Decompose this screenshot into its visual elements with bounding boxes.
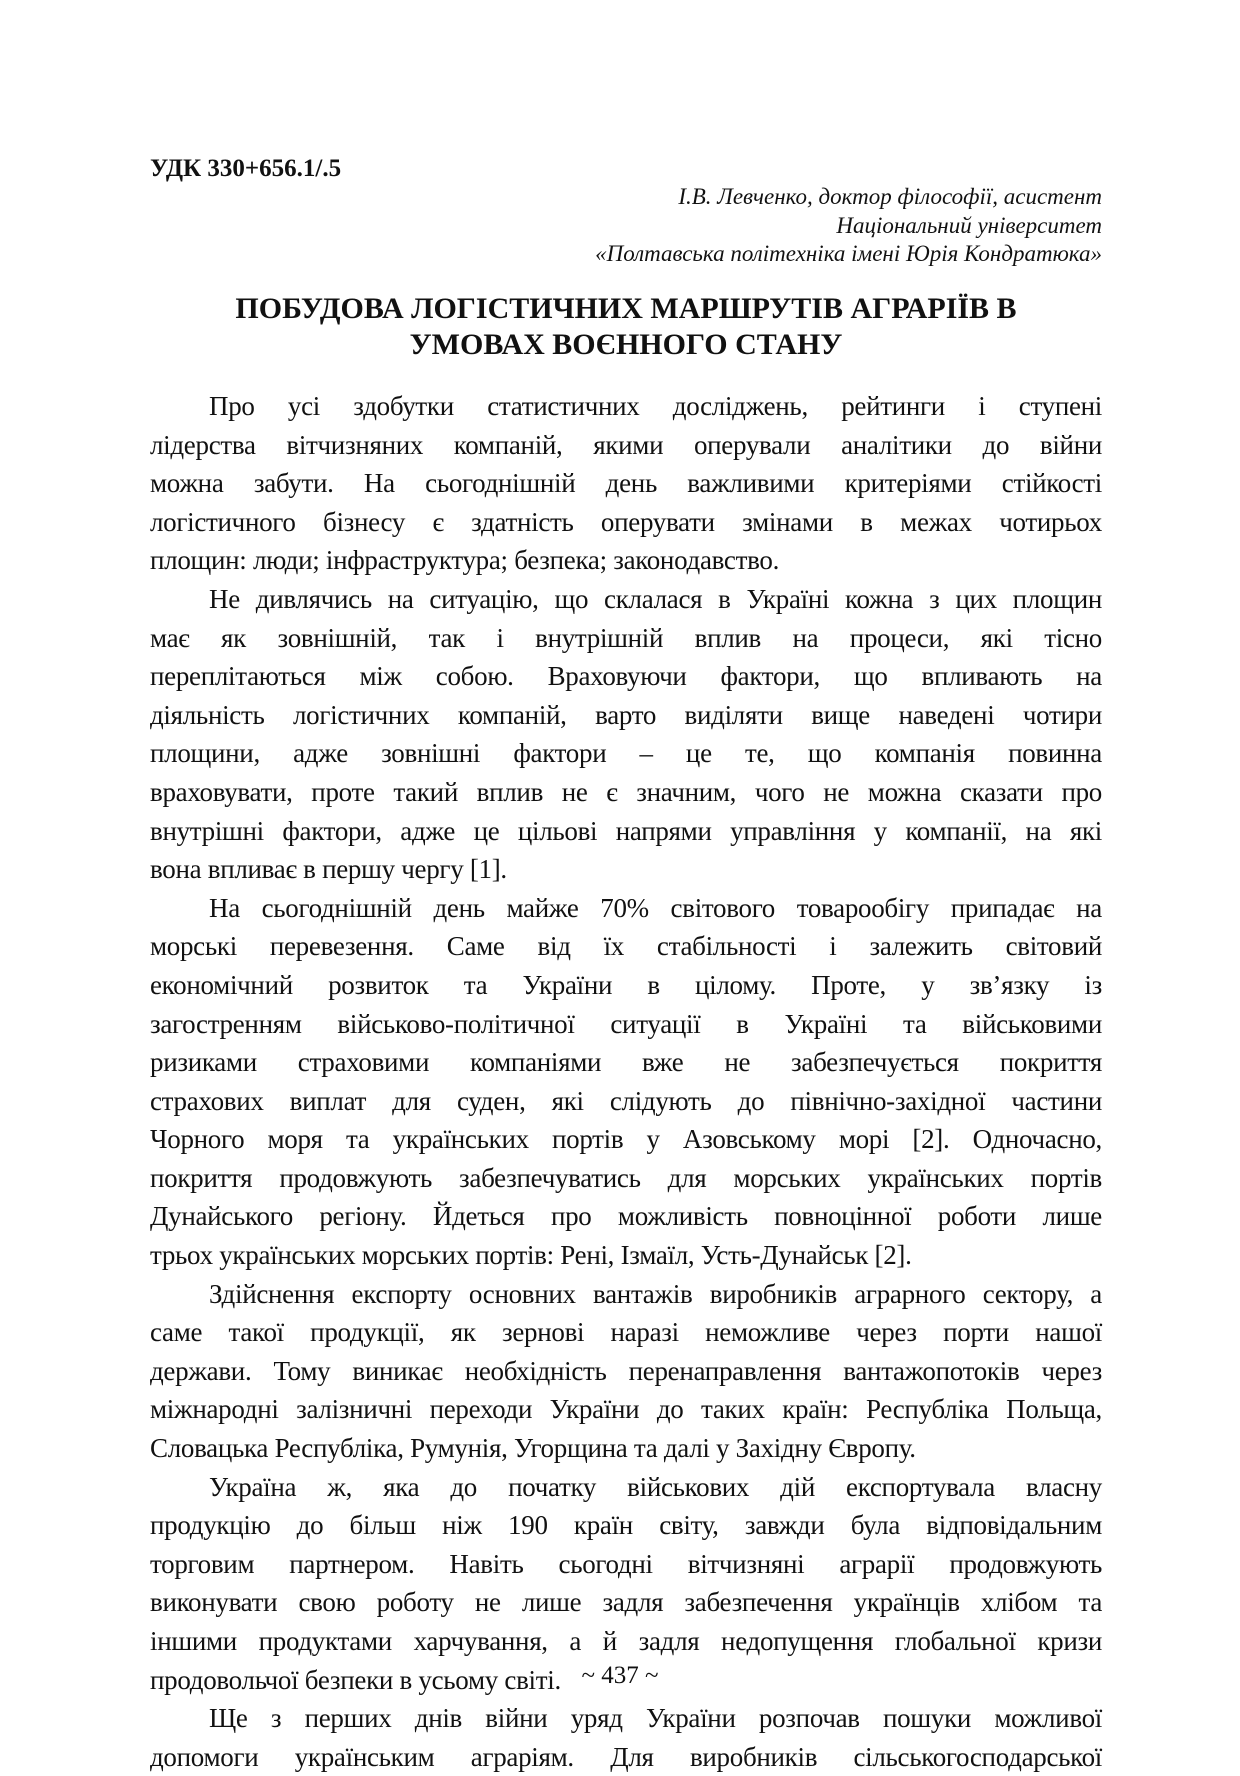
text-line: продовольчої безпеки в усьому світі.: [150, 1664, 561, 1695]
text-line: виконувати свою роботу не лише задля забезпечення українців хлібом та: [150, 1587, 1102, 1618]
text-line: логістичного бізнесу є здатність оперувати змінами в межах чотирьох: [150, 506, 1102, 537]
text-line: Словацька Республіка, Румунія, Угорщина та далі у Західну Європу.: [150, 1433, 916, 1464]
text-line: економічний розвиток та України в цілому. Проте, у зв’язку із: [150, 969, 1102, 1000]
text-line: страхових виплат для суден, які слідують до північно-західної частини: [150, 1085, 1102, 1116]
article-title: [150, 291, 1102, 363]
udk-code: УДК 330+656.1/.5: [150, 155, 342, 182]
article-body: [150, 387, 1102, 1776]
text-line: площин: люди; інфраструктура; безпека; законодавство.: [150, 545, 780, 576]
text-line: враховувати, проте такий вплив не є значним, чого не можна сказати про: [150, 776, 1102, 807]
title-line: ПОБУДОВА ЛОГІСТИЧНИХ МАРШРУТІВ АГРАРІЇВ В: [235, 292, 1017, 325]
paragraph: [150, 1699, 1102, 1776]
text-line: переплітаються між собою. Враховуючи фактори, що впливають на: [150, 661, 1102, 692]
text-line: Чорного моря та українських портів у Азовському морі [2]. Одночасно,: [150, 1124, 1102, 1155]
text-line: Здійснення експорту основних вантажів виробників аграрного сектору, а: [209, 1278, 1102, 1309]
text-line: іншими продуктами харчування, а й задля недопущення глобальної кризи: [150, 1626, 1102, 1656]
author-block: [595, 183, 1102, 269]
text-line: має як зовнішній, так і внутрішній вплив на процеси, які тісно: [150, 622, 1102, 653]
text-line: допомоги українським аграріям. Для виробників сільськогосподарської: [150, 1741, 1102, 1772]
title-line: УМОВАХ ВОЄННОГО СТАНУ: [409, 328, 843, 361]
text-line: міжнародні залізничні переходи України до таких країн: Республіка Польща,: [150, 1394, 1102, 1425]
paragraph: [150, 387, 1102, 580]
text-line: На сьогоднішній день майже 70% світового товарообігу припадає на: [209, 892, 1102, 923]
paragraph: [150, 1275, 1102, 1468]
text-line: ризиками страховими компаніями вже не забезпечується покриття: [150, 1047, 1102, 1078]
text-line: можна забути. На сьогоднішній день важливими критеріями стійкості: [150, 468, 1102, 499]
text-line: морські перевезення. Саме від їх стабільності і залежить світовий: [150, 931, 1102, 962]
text-line: трьох українських морських портів: Рені, Ізмаїл, Усть-Дунайськ [2].: [150, 1240, 912, 1271]
text-line: Ще з перших днів війни уряд України розпочав пошуки можливої: [209, 1703, 1102, 1734]
text-line: держави. Тому виникає необхідність перенаправлення вантажопотоків через: [150, 1355, 1102, 1386]
page-number: ~ 437 ~: [581, 1662, 659, 1689]
author-affiliation: Національний університет: [836, 212, 1102, 238]
author-name: І.В. Левченко, доктор філософії, асистент: [678, 184, 1102, 209]
paragraph: [150, 889, 1102, 1275]
text-line: саме такої продукції, як зернові наразі неможливе через порти нашої: [150, 1317, 1102, 1348]
text-line: покриття продовжують забезпечуватись для морських українських портів: [150, 1162, 1102, 1193]
text-line: загостренням військово-політичної ситуації в Україні та військовими: [150, 1008, 1102, 1039]
paragraph: [150, 580, 1102, 889]
text-line: Не дивлячись на ситуацію, що склалася в Україні кожна з цих площин: [209, 583, 1102, 614]
author-university: «Полтавська політехніка імені Юрія Кондратюка»: [595, 241, 1102, 267]
text-line: внутрішні фактори, адже це цільові напрями управління у компанії, на які: [150, 815, 1102, 846]
text-line: Дунайського регіону. Йдеться про можливість повноцінної роботи лише: [150, 1201, 1102, 1232]
text-line: продукцію до більш ніж 190 країн світу, завжди була відповідальним: [150, 1510, 1102, 1541]
text-line: лідерства вітчизняних компаній, якими оперували аналітики до війни: [150, 429, 1102, 460]
text-line: площини, адже зовнішні фактори – це те, що компанія повинна: [150, 738, 1102, 769]
text-line: торговим партнером. Навіть сьогодні вітчизняні аграрії продовжують: [150, 1548, 1102, 1579]
text-line: діяльність логістичних компаній, варто виділяти вище наведені чотири: [150, 699, 1102, 730]
text-line: вона впливає в першу чергу [1].: [150, 854, 507, 885]
text-line: Про усі здобутки статистичних досліджень, рейтинги і ступені: [209, 391, 1102, 421]
text-line: Україна ж, яка до початку військових дій експортувала власну: [209, 1471, 1102, 1502]
